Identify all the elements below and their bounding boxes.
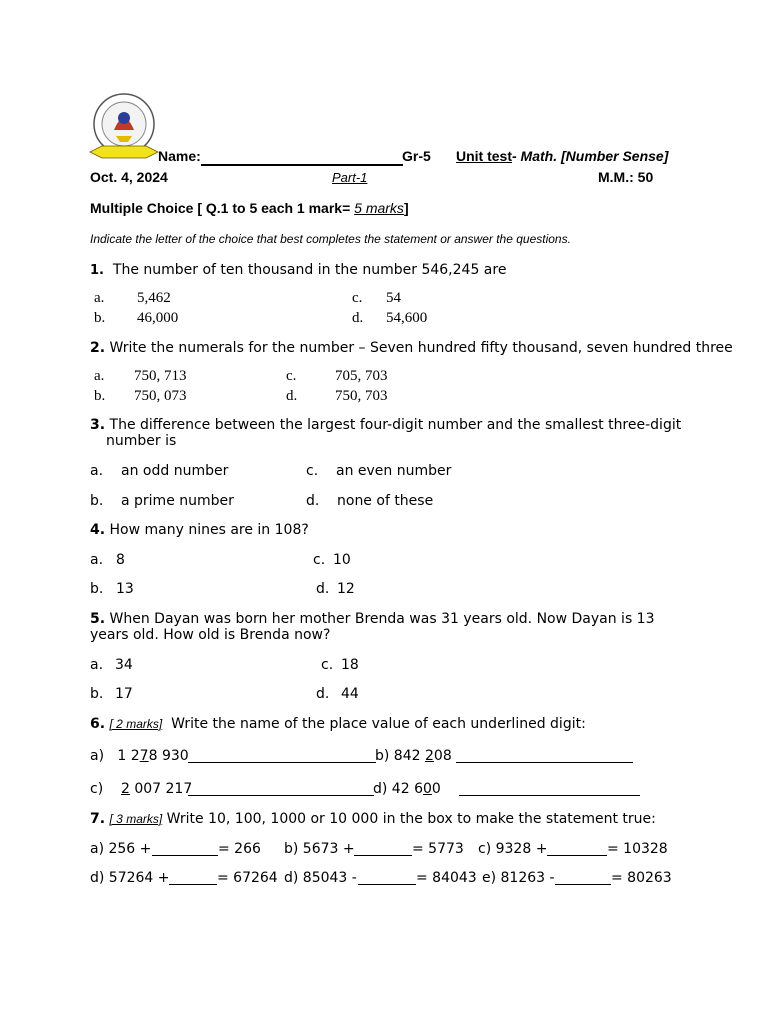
q6-item-a	[90, 748, 189, 764]
school-logo	[88, 92, 160, 166]
q4-option-c-text: 10	[333, 552, 351, 568]
q6-d-answer-line[interactable]	[459, 782, 640, 796]
q2-question	[90, 340, 733, 356]
q7-d2-answer-line[interactable]	[358, 871, 416, 885]
q7-text: Write 10, 100, 1000 or 10 000 in the box to make the statement true:	[166, 811, 656, 827]
q5-option-d-letter: d.	[316, 686, 330, 702]
subject-label: - Math. [Number Sense]	[512, 148, 669, 164]
q2-text: Write the numerals for the number – Seven hundred fifty thousand, seven hundred three	[109, 340, 733, 356]
q7-item-b-post: = 5773	[412, 841, 464, 857]
q7-item-b-pre: b) 5673 +	[284, 841, 355, 857]
unit-test-title	[456, 148, 668, 164]
q5-option-b-letter: b.	[90, 686, 104, 702]
q5-option-a-text: 34	[115, 657, 133, 673]
q6-number: 6.	[90, 716, 106, 732]
max-marks: M.M.: 50	[598, 169, 654, 185]
q4-option-d-text: 12	[337, 581, 355, 597]
q6-d-post: 0	[431, 781, 441, 797]
q3-question	[90, 417, 681, 433]
q7-item-d2-post: = 84043	[416, 870, 477, 886]
q1-option-c-letter: c.	[352, 290, 363, 306]
q2-option-a-letter: a.	[94, 368, 105, 384]
q7-item-a-pre: a) 256 +	[90, 841, 152, 857]
q4-option-d-letter: d.	[316, 581, 330, 597]
grade-label: Gr-5	[402, 148, 431, 164]
name-field[interactable]	[201, 152, 403, 166]
q4-option-b-letter: b.	[90, 581, 104, 597]
q6-question	[90, 716, 586, 732]
q2-option-c-text: 705, 703	[335, 368, 388, 384]
q6-item-b	[375, 748, 452, 764]
q7-item-d2-pre: d) 85043 -	[284, 870, 357, 886]
q5-option-c-letter: c.	[321, 657, 334, 673]
q1-option-a-letter: a.	[94, 290, 105, 306]
q5-text-line2: years old. How old is Brenda now?	[90, 627, 331, 643]
q7-item-d1-pre: d) 57264 +	[90, 870, 170, 886]
q6-d-underlined: 0	[422, 781, 432, 797]
q6-a-label: a)	[90, 748, 105, 764]
q1-option-b-letter: b.	[94, 310, 106, 326]
q5-text-line1: When Dayan was born her mother Brenda was 31 years old. Now Dayan is 13	[109, 611, 655, 627]
q7-c-answer-line[interactable]	[547, 842, 607, 856]
q4-option-a-text: 8	[116, 552, 125, 568]
q6-b-label: b) 842	[375, 748, 425, 764]
q1-option-d-text: 54,600	[386, 310, 428, 326]
q6-c-post: 007 217	[129, 781, 193, 797]
q3-option-c-text: an even number	[336, 463, 452, 479]
q7-number: 7.	[90, 811, 106, 827]
q6-marks: [ 2 marks]	[109, 717, 163, 731]
name-label: Name:	[158, 148, 201, 164]
q3-text-line1: The difference between the largest four-digit number and the smallest three-digit	[109, 417, 682, 433]
q5-option-c-text: 18	[341, 657, 359, 673]
q2-option-d-text: 750, 703	[335, 388, 388, 404]
q3-option-a-text: an odd number	[121, 463, 229, 479]
q7-item-e-post: = 80263	[611, 870, 672, 886]
mc-instruction: Indicate the letter of the choice that best completes the statement or answer the questions.	[90, 232, 571, 246]
q7-item-c-pre: c) 9328 +	[478, 841, 548, 857]
q3-number: 3.	[90, 417, 106, 433]
q5-option-b-text: 17	[115, 686, 133, 702]
q3-option-b-letter: b.	[90, 493, 104, 509]
q6-c-answer-line[interactable]	[188, 782, 374, 796]
part-label: Part-1	[332, 170, 368, 185]
q3-option-c-letter: c.	[306, 463, 319, 479]
q6-item-c	[90, 781, 192, 797]
q6-d-label: d) 42 6	[373, 781, 423, 797]
q6-a-underlined: 7	[139, 748, 149, 764]
q7-item-c-post: = 10328	[607, 841, 668, 857]
q1-option-b-text: 46,000	[137, 310, 179, 326]
q2-option-a-text: 750, 713	[134, 368, 187, 384]
mc-title-marks: 5 marks	[354, 200, 404, 216]
q7-e-answer-line[interactable]	[555, 871, 611, 885]
q6-b-underlined: 2	[424, 748, 434, 764]
q6-c-underlined: 2	[120, 781, 130, 797]
q1-text: The number of ten thousand in the number 546,245 are	[112, 262, 507, 278]
q6-a-answer-line[interactable]	[188, 749, 376, 763]
q4-number: 4.	[90, 522, 106, 538]
q1-option-a-text: 5,462	[137, 290, 171, 306]
q7-question	[90, 811, 656, 827]
q2-option-b-text: 750, 073	[134, 388, 187, 404]
q2-option-b-letter: b.	[94, 388, 106, 404]
q7-item-d1-post: = 67264	[217, 870, 278, 886]
q4-option-b-text: 13	[116, 581, 134, 597]
q2-option-c-letter: c.	[286, 368, 297, 384]
q3-option-b-text: a prime number	[121, 493, 234, 509]
q5-option-d-text: 44	[341, 686, 359, 702]
q7-item-e-pre: e) 81263 -	[482, 870, 555, 886]
q6-item-d	[373, 781, 441, 797]
q3-option-a-letter: a.	[90, 463, 104, 479]
q1-option-d-letter: d.	[352, 310, 364, 326]
q2-option-d-letter: d.	[286, 388, 298, 404]
unit-test-label: Unit test	[456, 148, 512, 164]
q3-text-line2: number is	[106, 433, 177, 449]
q7-b-answer-line[interactable]	[354, 842, 412, 856]
q3-option-d-letter: d.	[306, 493, 320, 509]
mc-section-title	[90, 200, 409, 216]
q5-number: 5.	[90, 611, 106, 627]
q5-question	[90, 611, 655, 627]
q6-text: Write the name of the place value of each underlined digit:	[171, 716, 586, 732]
q7-item-a-post: = 266	[218, 841, 261, 857]
q6-c-label: c)	[90, 781, 104, 797]
q6-b-answer-line[interactable]	[456, 749, 633, 763]
q4-text: How many nines are in 108?	[109, 522, 309, 538]
q1-option-c-text: 54	[386, 290, 401, 306]
q6-a-post: 8 930	[148, 748, 189, 764]
q6-b-post: 08	[433, 748, 452, 764]
mc-title-text: Multiple Choice [ Q.1 to 5 each 1 mark=	[90, 200, 355, 216]
q1-question	[90, 262, 506, 278]
q4-question	[90, 522, 309, 538]
q5-option-a-letter: a.	[90, 657, 104, 673]
q3-option-d-text: none of these	[337, 493, 434, 509]
q6-a-pre: 1 2	[117, 748, 140, 764]
q7-marks: [ 3 marks]	[109, 812, 163, 826]
test-date: Oct. 4, 2024	[90, 169, 168, 185]
q2-number: 2.	[90, 340, 106, 356]
q7-d1-answer-line[interactable]	[169, 871, 217, 885]
q4-option-c-letter: c.	[313, 552, 326, 568]
q7-a-answer-line[interactable]	[152, 842, 218, 856]
q4-option-a-letter: a.	[90, 552, 104, 568]
mc-title-close: ]	[403, 200, 409, 216]
q1-number: 1.	[90, 263, 104, 278]
